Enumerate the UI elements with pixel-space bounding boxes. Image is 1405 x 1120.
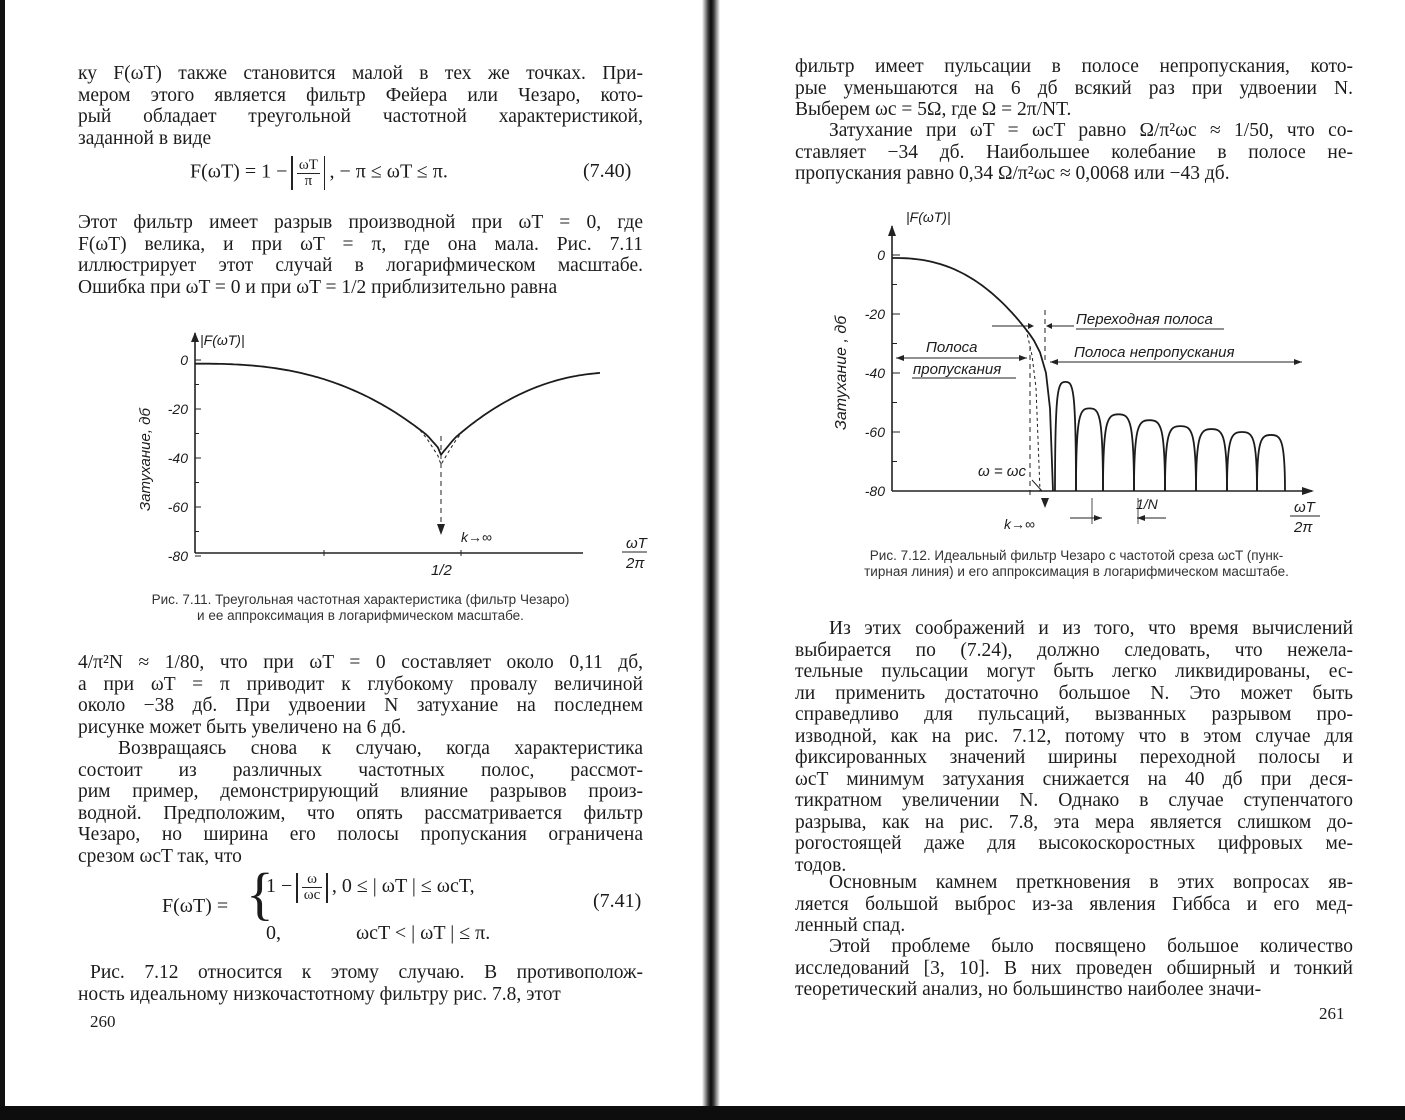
fig711-y-tick-labels — [168, 352, 188, 564]
eq741-case1-condition: , 0 ≤ | ωT | ≤ ωcT, — [331, 875, 475, 898]
left-para-4 — [78, 738, 643, 867]
book-left-edge — [0, 0, 5, 1120]
fig712-sidelobe — [1103, 414, 1134, 491]
fig711-x-axis-den: 2π — [626, 555, 645, 572]
text-line: Этот фильтр имеет разрыв производной при ωT = 0, где — [78, 212, 643, 233]
text-line: срезом ωcT так, что — [78, 845, 242, 867]
fig711-k-label: k→∞ — [461, 529, 492, 545]
text-line: рим пример, демонстрирующий влияние разрывов произ- — [78, 781, 643, 802]
eq741-case1-num: ω — [302, 872, 323, 888]
fig711-y-tick-label: -60 — [167, 499, 188, 515]
fig712-sidelobe — [1076, 408, 1103, 491]
eq740-num: ωT — [298, 156, 318, 173]
right-page-number: 261 — [1319, 1004, 1345, 1023]
text-line: справедливо для пульсаций, вызванных разрывом про- — [795, 704, 1353, 725]
text-line: разрыва, как на рис. 7.8, эта мера является слишком до- — [795, 811, 1353, 833]
equation-7-40 — [190, 156, 448, 190]
fig712-passband-label-2: пропускания — [913, 361, 1002, 378]
fig711-x-axis-num: ωT — [626, 535, 647, 552]
fig712-k-label: k→∞ — [1004, 516, 1035, 532]
fig712-n-label: 1/N — [1136, 496, 1158, 512]
figure-7-12 — [820, 198, 1350, 543]
eq740-condition: , − π ≤ ωT ≤ π. — [329, 160, 448, 183]
fig712-sidelobe — [1134, 420, 1165, 491]
eq741-case-1 — [266, 872, 475, 903]
text-line: ляется большой выброс из-за явления Гиббса и его мед- — [795, 893, 1353, 915]
fig712-title: |F(ωT)| — [906, 209, 951, 225]
left-para-2 — [78, 212, 643, 298]
fig712-down-arrow — [1041, 498, 1049, 508]
fig711-y-label: Затухание, дб — [137, 408, 154, 511]
fig712-arrowhead — [1050, 359, 1058, 365]
right-para-1 — [795, 56, 1353, 121]
text-line: Этой проблеме было посвящено большое количество — [829, 936, 1353, 957]
right-para-3 — [795, 618, 1353, 876]
eq741-case-2: 0, — [266, 922, 281, 944]
text-line: тельные пульсации могут быть легко ликвидированы, ес- — [795, 661, 1353, 682]
fig711-caption — [78, 592, 643, 624]
fig712-passband-label-1: Полоса — [926, 339, 978, 356]
fig711-y-tick-label: -80 — [167, 548, 188, 564]
text-line: а при ωT = π приводит к глубокому провалу величиной — [78, 673, 643, 695]
fig712-arrowhead — [1028, 323, 1034, 329]
fig711-y-arrow — [191, 332, 199, 342]
left-page-number: 260 — [90, 1012, 116, 1031]
eq740-den: π — [304, 172, 313, 189]
fig711-y-tick-label: -40 — [167, 450, 188, 466]
equation-7-41 — [162, 861, 632, 952]
fig712-y-tick-label: -40 — [864, 365, 885, 381]
right-para-5 — [795, 936, 1353, 1001]
text-line: исследований [3, 10]. В них проведен обширный и тонкий — [795, 957, 1353, 979]
fig712-arrowhead — [1046, 323, 1052, 329]
text-line: Рис. 7.12. Идеальный фильтр Чезаро с частотой среза ωcT (пунк- — [869, 548, 1284, 563]
text-line: теоретический анализ, но большинство наиболее значи- — [795, 979, 1262, 1000]
right-para-2 — [795, 120, 1353, 185]
text-line: фиксированных значений ширины переходной полосы и — [795, 747, 1353, 768]
text-line: ставляет −34 дб. Наибольшее колебание в полосе не- — [795, 141, 1353, 163]
fig712-ideal-curve — [1026, 329, 1040, 491]
text-line: рый обладает треугольной частотной характеристикой, — [78, 106, 643, 127]
fig712-arrowhead — [896, 355, 904, 361]
book-spine — [702, 0, 720, 1120]
book-bottom-edge — [0, 1106, 1405, 1120]
fig712-y-tick-label: 0 — [877, 247, 885, 263]
text-line: Чезаро, но ширина его полосы пропускания ограничена — [78, 824, 643, 845]
text-line: Из этих соображений и из того, что время вычислений — [829, 618, 1353, 639]
fig712-omega-label: ω = ωc — [978, 463, 1026, 480]
fig712-sidelobe — [1165, 426, 1196, 491]
text-line: Возвращаясь снова к случаю, когда характеристика — [118, 738, 643, 759]
eq740-number: (7.40) — [583, 160, 632, 182]
fig712-y-label: Затухание , дб — [833, 315, 850, 430]
text-line: тодов. — [795, 854, 847, 876]
eq741-number: (7.41) — [593, 890, 642, 912]
text-line: и ее аппроксимация в логарифмическом масштабе. — [197, 608, 524, 623]
text-line: рогостоящей даже для высокоскоростных цифровых ме- — [795, 833, 1353, 854]
text-line: заданной в виде — [78, 127, 212, 149]
text-line: тикратном увеличении N. Однако в случае ступенчатого — [795, 790, 1353, 811]
fig712-x-arrow — [1302, 487, 1314, 495]
fig712-arrowhead — [1094, 515, 1102, 521]
text-line: ку F(ωT) также становится малой в тех же точках. При- — [78, 63, 643, 84]
text-line: Выберем ωc = 5Ω, где Ω = 2π/NT. — [795, 99, 1072, 120]
eq741-case1-prefix: 1 − — [266, 875, 293, 898]
fig712-sidelobe — [1257, 435, 1285, 491]
fig712-y-tick-label: -20 — [864, 306, 885, 322]
text-line: F(ωT) велика, и при ωT = π, где она мала. Рис. 7.11 — [78, 233, 643, 255]
left-para-5 — [78, 962, 643, 1005]
text-line: пропускания равно 0,34 Ω/π²ωc ≈ 0,0068 или −43 дб. — [795, 163, 1230, 184]
text-line: Рис. 7.12 относится к этому случаю. В противополож- — [90, 962, 643, 983]
fig712-y-tick-label: -80 — [864, 483, 885, 499]
text-line: Основным камнем преткновения в этих вопросах яв- — [829, 872, 1353, 893]
text-line: ленный спад. — [795, 915, 906, 936]
text-line: ωcT минимум затухания снижается на 40 дб при деся- — [795, 768, 1353, 790]
fig712-omega-pointer — [1032, 480, 1042, 491]
left-page — [78, 0, 647, 1100]
fig712-stopband-label: Полоса непропускания — [1074, 344, 1235, 361]
fig712-x-axis-num: ωT — [1294, 499, 1315, 516]
fig712-y-tick-label: -60 — [864, 424, 885, 440]
eq740-lhs: F(ωT) = 1 − — [190, 160, 288, 183]
fig712-sidelobes — [1055, 382, 1285, 491]
fig712-caption — [800, 548, 1353, 580]
fig711-y-ticks — [195, 360, 201, 556]
fig712-transition-label: Переходная полоса — [1076, 311, 1213, 328]
left-para-3 — [78, 652, 643, 738]
fig711-x-tick-label: 1/2 — [431, 562, 452, 579]
fig712-arrowhead — [1294, 359, 1302, 365]
eq741-case2-condition: ωcT < | ωT | ≤ π. — [356, 922, 491, 944]
text-line: водной. Предположим, что опять рассматривается фильтр — [78, 802, 643, 824]
text-line: мером этого является фильтр Фейера или Чезаро, кото- — [78, 84, 643, 106]
fig711-title: |F(ωT)| — [200, 332, 245, 348]
text-line: ность идеальному низкочастотному фильтру рис. 7.8, этот — [78, 983, 561, 1005]
left-para-1 — [78, 63, 643, 149]
fig712-sidelobe — [1055, 382, 1076, 491]
fig712-sidelobe — [1196, 429, 1227, 491]
fig711-curve — [195, 364, 600, 455]
text-line: около −38 дб. При удвоении N затухание на последнем — [78, 695, 643, 716]
text-line: ли применить достаточно большое N. Это может быть — [795, 682, 1353, 704]
fig712-sidelobe — [1227, 432, 1257, 491]
text-line: 4/π²N ≈ 1/80, что при ωT = 0 составляет около 0,11 дб, — [78, 652, 643, 673]
text-line: Затухание при ωT = ωcT равно Ω/π²ωc ≈ 1/50, что со- — [829, 120, 1353, 141]
figure-7-11 — [128, 328, 648, 583]
fig712-x-axis-den: 2π — [1294, 519, 1313, 536]
text-line: тирная линия) и его аппроксимация в логарифмическом масштабе. — [864, 564, 1289, 579]
fig711-y-tick-label: 0 — [180, 352, 188, 368]
fig711-down-arrow — [437, 524, 445, 535]
text-line: фильтр имеет пульсации в полосе непропускания, кото- — [795, 56, 1353, 77]
fig712-y-arrow — [888, 225, 896, 236]
fig711-y-tick-label: -20 — [167, 401, 188, 417]
text-line: изводной, как на рис. 7.12, потому что в этом случае для — [795, 725, 1353, 747]
eq741-brace: { — [246, 861, 274, 926]
text-line: рые уменьшаются на 6 дб всякий раз при удвоении N. — [795, 77, 1353, 99]
fig712-arrowhead — [1019, 355, 1027, 361]
text-line: рисунке может быть увеличено на 6 дб. — [78, 716, 406, 738]
fig712-y-ticks — [892, 255, 900, 491]
right-para-4 — [795, 872, 1353, 937]
fig712-y-tick-labels — [865, 247, 885, 499]
text-line: Ошибка при ωT = 0 и при ωT = 1/2 приблизительно равна — [78, 276, 558, 298]
text-line: состоит из различных частотных полос, рассмот- — [78, 759, 643, 781]
right-page — [795, 0, 1353, 1100]
text-line: Рис. 7.11. Треугольная частотная характеристика (фильтр Чезаро) — [151, 592, 570, 607]
eq741-lhs: F(ωT) = — [162, 895, 229, 917]
eq741-case1-den: ωc — [303, 887, 321, 903]
text-line: иллюстрирует этот случай в логарифмическом масштабе. — [78, 255, 643, 276]
text-line: выбирается по (7.24), должно следовать, что нежела- — [795, 639, 1353, 661]
